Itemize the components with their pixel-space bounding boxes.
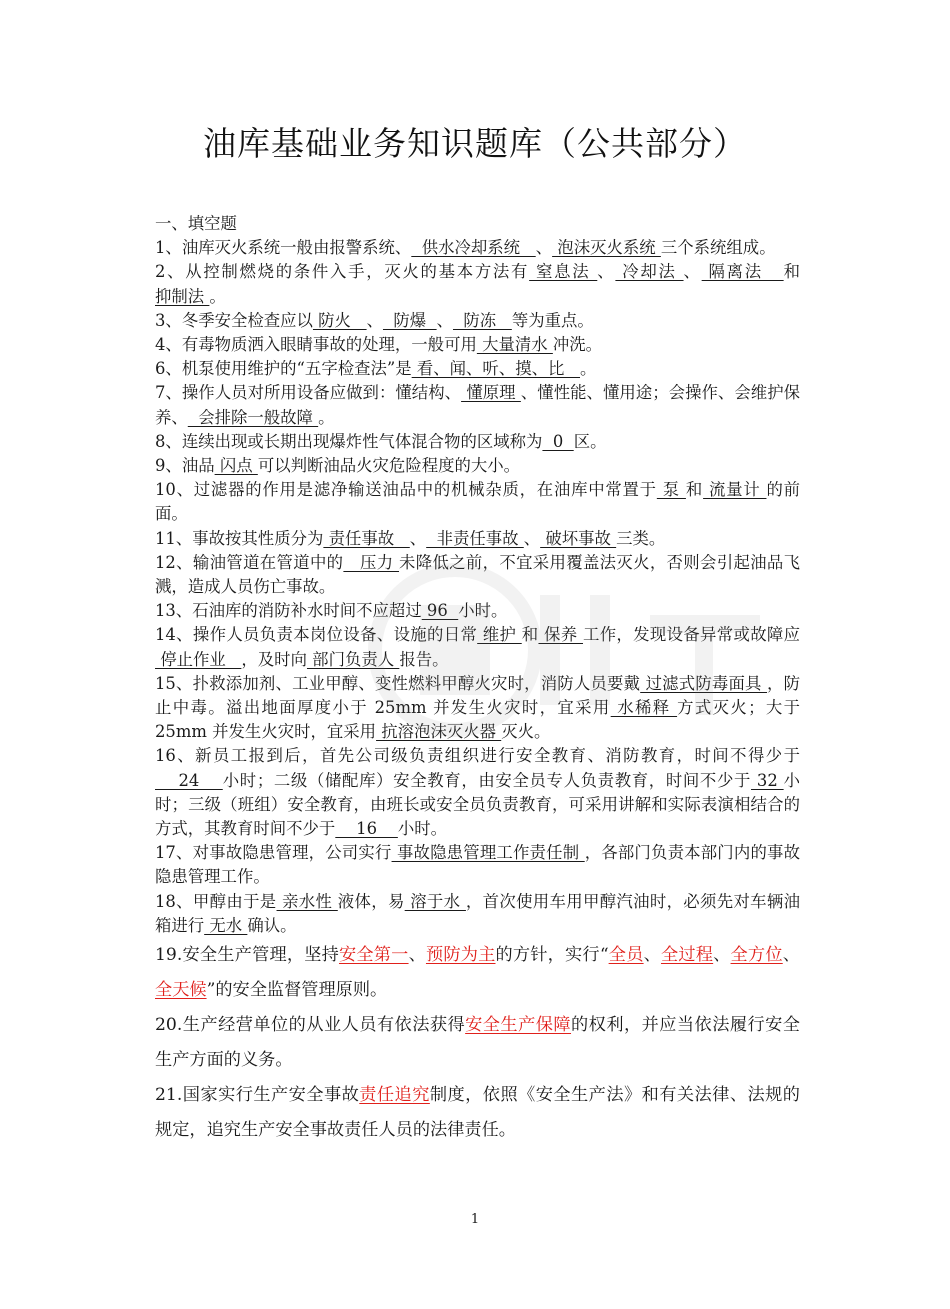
answer-blank: 事故隐患管理工作责任制 (391, 843, 585, 863)
answer-highlight: 安全生产保障 (465, 1015, 572, 1036)
question-text: 15、扑救添加剂、工业甲醇、变性燃料甲醇火灾时，消防人员要戴 (155, 673, 641, 693)
question-text: 小时。 (458, 601, 508, 621)
questions-container (155, 236, 800, 1148)
answer-blank: 泡沫灭火系统 (552, 238, 661, 258)
answer-highlight: 全过程 (660, 945, 714, 966)
question-text: 10、过滤器的作用是滤净输送油品中的机械杂质，在油库中常置于 (155, 480, 657, 500)
question-text: 17、对事故隐患管理，公司实行 (155, 843, 392, 863)
question-item (155, 890, 800, 938)
question-item (155, 841, 800, 889)
question-text: 13、石油库的消防补水时间不应超过 (155, 601, 422, 621)
answer-blank: 96 (421, 601, 459, 621)
answer-blank: 窒息法 (529, 262, 598, 282)
question-text: 和 (685, 480, 704, 500)
answer-blank: 16 (335, 819, 398, 839)
question-text: 未降低之前，不宜采用覆盖法灭火，否则会引起油品飞溅，造成人员伤亡事故。 (155, 552, 800, 597)
question-text: 小时。 (397, 819, 448, 839)
question-text: 、 (683, 262, 702, 282)
question-item (155, 357, 800, 381)
answer-blank: 看、闻、听、摸、比 (411, 359, 581, 379)
question-text: 8、连续出现或长期出现爆炸性气体混合物的区域称为 (155, 431, 543, 451)
question-item (155, 454, 800, 478)
question-text: 、 (597, 262, 616, 282)
question-text: 液体，易 (337, 891, 405, 911)
question-text: ，各部门负责本部门内的事故隐患管理工作。 (155, 843, 801, 887)
answer-blank: 24 (155, 770, 223, 790)
question-text: 方式灭火；大于 25mm 并发生火灾时，宜采用 (155, 698, 801, 742)
question-text: 19.安全生产管理，坚持 (155, 945, 340, 966)
question-item (155, 1008, 800, 1078)
answer-highlight: 预防为主 (425, 945, 496, 966)
answer-blank: 流量计 (703, 480, 767, 500)
question-item (155, 938, 800, 1008)
question-text: 7、操作人员对所用设备应做到：懂结构、 (155, 383, 462, 403)
question-text: 3、冬季安全检查应以 (155, 310, 313, 330)
section-heading: 一、填空题 (155, 214, 237, 233)
question-text: 20.生产经营单位的从业人员有依法获得 (155, 1015, 466, 1036)
answer-blank: 保养 (538, 625, 583, 645)
question-item (155, 260, 800, 308)
question-text: 等为重点。 (511, 310, 594, 330)
question-item (155, 1078, 800, 1148)
answer-blank: 供水冷却系统 (411, 238, 536, 258)
document-title: 油库基础业务知识题库（公共部分） (203, 124, 747, 163)
question-text: 冲洗。 (552, 335, 603, 355)
question-text: 12、输油管道在管道中的 (155, 552, 344, 572)
answer-blank: 压力 (343, 552, 400, 572)
answer-highlight: 全天候 (155, 980, 207, 1001)
answer-blank: 抗溶泡沫灭火器 (376, 722, 502, 742)
answer-blank: 停止作业 (155, 649, 242, 669)
answer-blank: 抑制法 (155, 286, 210, 306)
question-text: 18、甲醇由于是 (155, 891, 277, 911)
question-text: 区。 (573, 431, 607, 451)
question-text: 1、油库灭火系统一般由报警系统、 (155, 238, 412, 258)
question-text: 。 (580, 359, 597, 379)
question-text: 制度，依照《安全生产法》和有关法律、法规的规定，追究生产安全事故责任人员的法律责任。 (155, 1085, 800, 1141)
question-text: 11、事故按其性质分为 (155, 528, 324, 548)
question-text: 工作，发现设备异常或故障应 (582, 625, 801, 645)
question-text: 小时；二级（储配库）安全教育，由安全员专人负责教育，时间不少于 (222, 770, 752, 790)
answer-blank: 亲水性 (276, 891, 338, 911)
question-text: 三类。 (616, 528, 666, 548)
answer-blank: 冷却法 (615, 262, 684, 282)
question-text: 的前面。 (155, 480, 801, 524)
answer-blank: 闪点 (214, 456, 258, 476)
answer-blank: 防冻 (452, 310, 512, 330)
answer-blank: 防爆 (382, 310, 437, 330)
answer-blank: 隔离法 (701, 262, 784, 282)
question-text: 、 (409, 528, 427, 548)
question-item (155, 333, 800, 357)
question-text: 报告。 (399, 649, 449, 669)
answer-blank: 破坏事故 (540, 528, 617, 548)
question-text: 9、油品 (155, 456, 215, 476)
question-list (155, 212, 800, 1148)
page-number: 1 (470, 1212, 480, 1227)
question-text: 的权利，并应当依法履行安全生产方面的义务。 (155, 1015, 800, 1071)
answer-blank: 过滤式防毒面具 (640, 673, 768, 693)
answer-blank: 维护 (477, 625, 522, 645)
question-text: ，防止中毒。溢出地面厚度小于 25mm 并发生火灾时，宜采用 (155, 673, 801, 718)
answer-blank: 防火 (312, 310, 367, 330)
question-text: ，及时向 (241, 649, 307, 669)
answer-blank: 0 (542, 431, 574, 451)
answer-blank: 无水 (204, 915, 248, 935)
question-text: 、 (643, 945, 661, 966)
question-text: 的方针，实行“ (495, 945, 609, 966)
question-text: 、 (366, 310, 383, 330)
question-item (155, 478, 800, 526)
question-text: 和 (783, 262, 801, 282)
answer-blank: 责任事故 (323, 528, 410, 548)
question-text: 、懂性能、懂用途；会操作、会维护保养、 (155, 383, 801, 427)
question-text: ”的安全监督管理原则。 (206, 980, 388, 1001)
question-item (155, 381, 800, 429)
question-item (155, 623, 800, 671)
question-text: 、 (436, 310, 453, 330)
question-text: 灭火。 (501, 722, 551, 742)
question-item (155, 430, 800, 454)
question-text: 和 (521, 625, 539, 645)
answer-blank: 溶于水 (404, 891, 466, 911)
question-item (155, 672, 800, 745)
question-text: 。 (209, 286, 226, 306)
answer-blank: 泵 (656, 480, 686, 500)
answer-blank: 32 (751, 770, 784, 790)
answer-highlight: 全员 (608, 945, 644, 966)
question-text: 确认。 (247, 915, 297, 935)
answer-blank: 懂原理 (461, 383, 521, 403)
question-item (155, 744, 800, 841)
question-item (155, 236, 800, 260)
question-text: 。 (318, 407, 335, 427)
question-text: 、 (408, 945, 426, 966)
question-text: 、 (713, 945, 731, 966)
question-text: 、 (782, 945, 800, 966)
question-text: 、 (523, 528, 541, 548)
answer-highlight: 全方位 (730, 945, 783, 966)
answer-blank: 非责任事故 (426, 528, 524, 548)
answer-highlight: 责任追究 (359, 1085, 430, 1106)
question-text: 三个系统组成。 (660, 238, 776, 258)
answer-blank: 大量清水 (476, 335, 553, 355)
question-text: 2、从控制燃烧的条件入手，灭火的基本方法有 (155, 262, 530, 282)
question-text: 、 (535, 238, 553, 258)
question-item (155, 599, 800, 623)
question-item (155, 551, 800, 599)
question-text: 14、操作人员负责本岗位设备、设施的日常 (155, 625, 478, 645)
answer-highlight: 安全第一 (339, 945, 409, 966)
answer-blank: 会排除一般故障 (187, 407, 319, 427)
question-item (155, 527, 800, 551)
question-text: 4、有毒物质洒入眼睛事故的处理，一般可用 (155, 335, 477, 355)
question-text: ，首次使用车用甲醇汽油时，必须先对车辆油箱进行 (155, 891, 801, 935)
question-text: 小时；三级（班组）安全教育，由班长或安全员负责教育，可采用讲解和实际表演相结合的方式，其教育时间不少于 (155, 770, 800, 839)
question-text: 可以判断油品火灾危险程度的大小。 (257, 456, 521, 476)
question-item (155, 309, 800, 333)
question-text: 21.国家实行生产安全事故 (155, 1085, 360, 1106)
answer-blank: 部门负责人 (306, 649, 400, 669)
question-text: 6、机泵使用维护的“五字检查法”是 (155, 359, 412, 379)
question-text: 16、新员工报到后，首先公司级负责组织进行安全教育、消防教育，时间不得少于 (155, 746, 800, 766)
answer-blank: 水稀释 (610, 698, 678, 718)
